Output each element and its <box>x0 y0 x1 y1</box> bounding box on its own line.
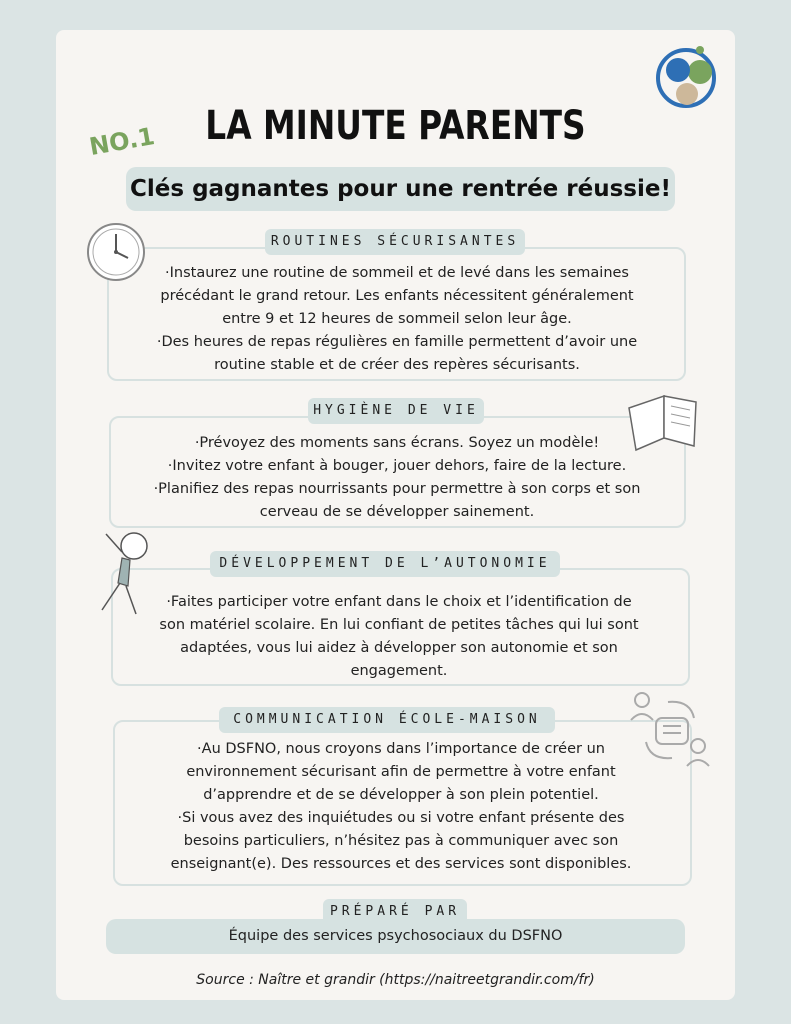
section-body-routines: ·Instaurez une routine de sommeil et de levé dans les semaines précédant le grand retour. Les enfants nécessitent généralement entre 9 et 12 heures de sommeil selon leur âge. ·Des heures de repas régulières en famille permettent d’avoir une routine stable et de créer des repères sécurisants. <box>156 265 638 373</box>
section-heading-hygiene: HYGIÈNE DE VIE <box>308 398 484 424</box>
child-stretching-icon <box>92 528 162 618</box>
section-heading-autonomie: DÉVELOPPEMENT DE L’AUTONOMIE <box>210 551 560 577</box>
open-book-icon <box>624 388 704 458</box>
source-citation: Source : Naître et grandir (https://naitreetgrandir.com/fr) <box>196 972 595 988</box>
people-circle-logo <box>650 42 720 112</box>
prepared-by-team: Équipe des services psychosociaux du DSFNO <box>106 919 685 954</box>
section-body-communication: ·Au DSFNO, nous croyons dans l’importance de créer un environnement sécurisant afin de permettre à votre enfant d’apprendre et de se développer à son plein potentiel. ·Si vous avez des inquiétudes ou si votre enfant présente des besoins particuliers, n’hésitez pas à communiquer avec son enseignant(e). Des ressources et des services sont disponibles. <box>170 741 632 872</box>
conversation-icon <box>628 688 712 772</box>
subtitle: Clés gagnantes pour une rentrée réussie! <box>126 167 675 211</box>
section-body-autonomie: ·Faites participer votre enfant dans le choix et l’identification de son matériel scolaire. En lui confiant de petites tâches qui lui sont adaptées, vous lui aidez à développer son autonomie et son engagement. <box>159 594 639 679</box>
clock-icon <box>84 220 148 284</box>
prepared-by-label: PRÉPARÉ PAR <box>323 899 467 925</box>
section-heading-routines: ROUTINES SÉCURISANTES <box>265 229 525 255</box>
page-title: LA MINUTE PARENTS <box>205 103 586 149</box>
section-body-hygiene: ·Prévoyez des moments sans écrans. Soyez un modèle! ·Invitez votre enfant à bouger, jouer dehors, faire de la lecture. ·Planifiez des repas nourrissants pour permettre à son corps et son cerveau de se développer sainement. <box>153 435 641 520</box>
section-heading-communication: COMMUNICATION ÉCOLE-MAISON <box>219 707 555 733</box>
issue-number: NO.1 <box>87 122 157 161</box>
